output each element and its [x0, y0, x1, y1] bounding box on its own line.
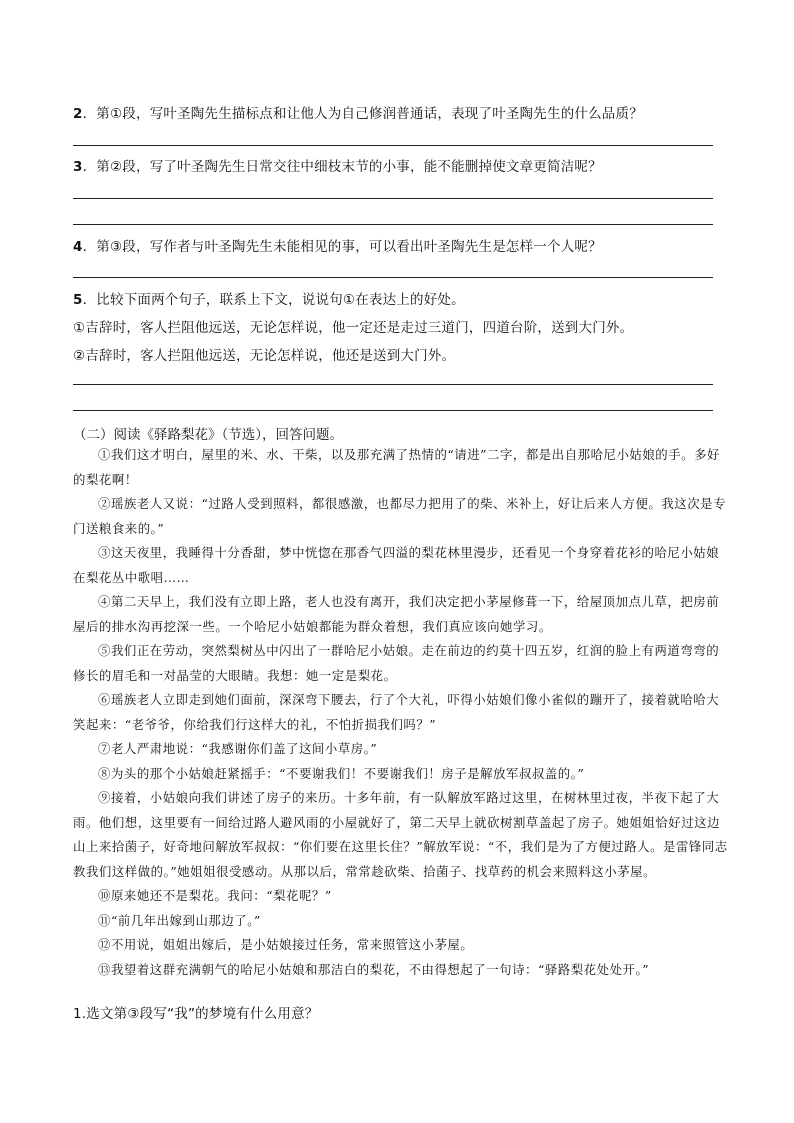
question-text: ．第②段，写了叶圣陶先生日常交往中细枝末节的小事，能不能删掉使文章更简洁呢？ [82, 159, 602, 175]
paragraph: ③这天夜里，我睡得十分香甜，梦中恍惚在那香气四溢的梨花林里漫步，还看见一个身穿着花衫的哈尼小姑娘在梨花丛中歌唱…… [73, 545, 720, 585]
question-3 [73, 155, 602, 175]
paragraph: ⑥瑶族老人立即走到她们面前，深深弯下腰去，行了个大礼，吓得小姑娘们像小雀似的蹦开了，接着就哈哈大笑起来：“老爷爷，你给我们行这样大的礼，不怕折损我们吗？” [73, 692, 720, 732]
answer-line[interactable] [73, 410, 713, 411]
paragraph: ⑨接着，小姑娘向我们讲述了房子的来历。十多年前，有一队解放军路过这里，在树林里过夜，半夜下起了大雨。他们想，这里要有一间给过路人避风雨的小屋就好了，第二天早上就砍树割草盖起了房子。她姐姐恰好过这边山上来拾菌子，好奇地问解放军叔叔：“你们要在这里长住？”解放军说：“不，我们是为了方便过路人。是雷锋同志教我们这样做的。”她姐姐很受感动。从那以后，常常趁砍柴、拾菌子、找草药的机会来照料这小茅屋。 [73, 790, 728, 879]
question-number: 5 [73, 292, 83, 308]
question-4 [73, 235, 602, 255]
paragraph: ⑬我望着这群充满朝气的哈尼小姑娘和那洁白的梨花，不由得想起了一句诗：“驿路梨花处处开。” [98, 961, 650, 977]
paragraph: ⑩原来她还不是梨花。我问：“梨花呢？” [98, 888, 332, 903]
question-number: 3 [73, 159, 83, 175]
section-heading: （二）阅读《驿路梨花》（节选），回答问题。 [73, 427, 343, 443]
question-text: ．比较下面两个句子，联系上下文，说说句①在表达上的好处。 [82, 292, 465, 308]
paragraph: ⑪“前几年出嫁到山那边了。” [98, 912, 261, 928]
paragraph: ②瑶族老人又说：“过路人受到照料，都很感激，也都尽力把用了的柴、米补上，好让后来人方便。我这次是专门送粮食来的。” [73, 496, 727, 536]
paragraph: ⑤我们正在劳动，突然梨树丛中闪出了一群哈尼小姑娘。走在前边的约莫十四五岁，红润的脸上有两道弯弯的修长的眉毛和一对晶莹的大眼睛。我想：她一定是梨花。 [73, 643, 720, 683]
question-number: 4 [73, 239, 83, 255]
paragraph: ⑦老人严肃地说：“我感谢你们盖了这间小草房。” [98, 741, 378, 756]
answer-line[interactable] [73, 277, 713, 278]
paragraph: ①我们这才明白，屋里的米、水、干柴，以及那充满了热情的“请进”二字，都是出自那哈尼小姑娘的手。多好的梨花啊！ [73, 447, 720, 487]
answer-line[interactable] [73, 224, 713, 225]
answer-line[interactable] [73, 145, 713, 146]
question-text: ．第①段，写叶圣陶先生描标点和让他人为自己修润普通话，表现了叶圣陶先生的什么品质？ [82, 106, 643, 122]
question-2 [73, 102, 643, 122]
question-number: 2 [73, 106, 83, 122]
answer-line[interactable] [73, 384, 713, 385]
question-text: ．第③段，写作者与叶圣陶先生未能相见的事，可以看出叶圣陶先生是怎样一个人呢？ [82, 239, 602, 255]
answer-line[interactable] [73, 198, 713, 199]
paragraph: ⑫不用说，姐姐出嫁后，是小姑娘接过任务，常来照管这小茅屋。 [98, 937, 474, 952]
reading-passage [73, 443, 729, 982]
paragraph: ⑧为头的那个小姑娘赶紧摇手：“不要谢我们！不要谢我们！房子是解放军叔叔盖的。” [98, 765, 585, 781]
paragraph: ④第二天早上，我们没有立即上路，老人也没有离开，我们决定把小茅屋修葺一下，给屋顶加点儿草，把房前屋后的排水沟再挖深一些。一个哈尼小姑娘都能为群众着想，我们真应该向她学习。 [73, 594, 720, 634]
sentence-1: ①吉辞时，客人拦阻他远送，无论怎样说，他一定还是走过三道门，四道台阶，送到大门外。 [73, 320, 634, 336]
sentence-2: ②吉辞时，客人拦阻他远送，无论怎样说，他还是送到大门外。 [73, 348, 456, 364]
question-5 [73, 288, 465, 308]
reading-question-1: 1.选文第③段写“我”的梦境有什么用意？ [73, 1006, 319, 1022]
